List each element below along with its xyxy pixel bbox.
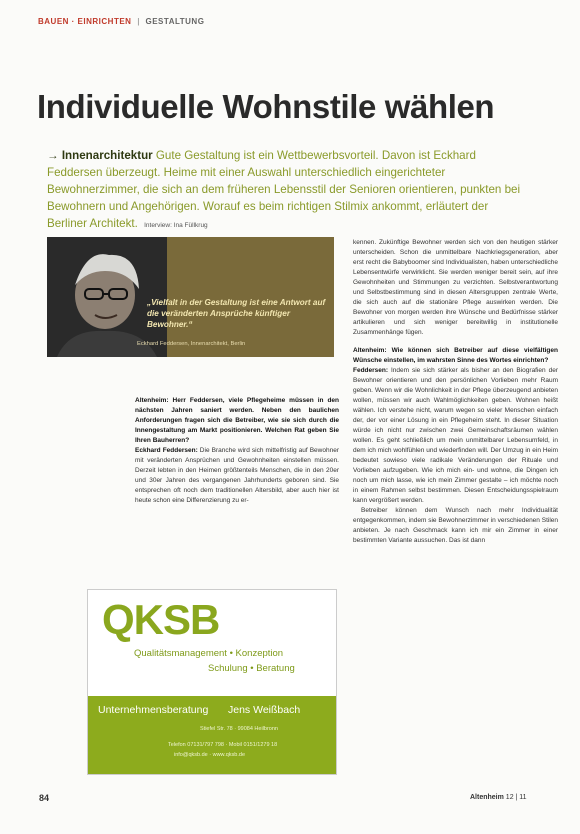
arrow-icon: →: [47, 149, 59, 162]
interview-question-2: Altenheim: Wie können sich Betreiber auf diese vielfältigen Wünsche einstellen, im wahrsten Sinne des Wortes einrichten?: [353, 347, 558, 364]
interview-answer-1: Die Branche wird sich mittelfristig auf Bewohner mit veränderten Ansprüchen und Gewohnheiten einstellen müssen. Derzeit lebten in den Heimen größtenteils Menschen, die in den 20er und 30er Jahren des vergangenen Jahrhunderts geboren sind. Sie entsprechen oft noch dem traditionellen Altersbild, aber auch hier ist heute schon eine Differenzierung zu er-: [135, 447, 339, 504]
lead-text: Gute Gestaltung ist ein Wettbewerbsvorteil. Davon ist Eckhard Feddersen überzeugt. Heime mit einer Auswahl unterschiedlich eingerichteter Bewohnerzimmer, die sich an dem früheren Lebensstil der Senioren orientieren, punkten bei Bewohnern und Angehörigen. Worauf es beim richtigen Stilmix ankommt, erläutert der Berliner Architekt.: [47, 149, 521, 230]
ad-services-1: Qualitätsmanagement • Konzeption: [134, 648, 284, 659]
lead-keyword: Innenarchitektur: [61, 149, 153, 162]
footer-issue: 12 | 11: [505, 794, 527, 801]
ad-header: [88, 590, 336, 696]
quote-box: [47, 237, 334, 357]
rubric: [38, 17, 204, 26]
footer-magazine: Altenheim: [470, 794, 504, 801]
article-title: Individuelle Wohnstile wählen: [37, 88, 495, 125]
article-column-left: [135, 396, 339, 506]
answer-speaker-2: Feddersen:: [353, 367, 389, 374]
rubric-section: BAUEN · EINRICHTEN: [38, 17, 132, 26]
ad-band-name: Jens Weißbach: [228, 704, 301, 716]
ad-logo: QKSB: [102, 596, 220, 643]
interview-paragraph-3: Betreiber können dem Wunsch nach mehr Individualität entgegenkommen, indem sie Bewohnerzimmer in verschiedenen Stilen anbieten. Je nach Geschmack kann ich mir ein Zimmer in einer bestimmten Variante aussuchen. Das ist dann: [353, 507, 558, 544]
lead-author: Interview: Ina Füllkrug: [144, 222, 208, 229]
rubric-subsection: GESTALTUNG: [145, 17, 205, 26]
pull-quote: „Vielfalt in der Gestaltung ist eine Antwort auf die veränderten Ansprüche künftiger Bewohner.“: [147, 298, 326, 329]
advertisement[interactable]: [87, 589, 337, 775]
rubric-separator: |: [137, 17, 140, 26]
footer-publication: [470, 794, 527, 801]
ad-address: Stiefel Str. 78 · 99084 Heilbronn: [200, 726, 278, 732]
page-number: 84: [39, 793, 50, 803]
ad-phone: Telefon 07131/797 798 · Mobil 0151/1279 18: [168, 742, 278, 748]
interview-answer-2: Indem sie sich stärker als bisher an den Biografien der Bewohner orientieren und den persönlichen Vorlieben mehr Raum geben. Wenn wir die Wohnlichkeit in der Pflege überzeugend anbieten wollen, müssen wir auch Wahlmöglichkeiten geben. Wohnen heißt wählen. Ich verstehe nicht, warum wegen so vieler Menschen einfach der, der vor einer Lösung in ein Pflegeheim steht. In dieser Situation würde ich nicht nur zwischen zwei Gemeinschaftsräumen wählen wollen. Es geht schließlich um mein unmittelbarer Lebensumfeld, in dem ich mich wohlfühlen und wiederfinden will. Der Umzug in ein Heim bedeutet sowieso viele radikale Veränderungen der Rituale und Vorlieben aufzugeben. Wie ich mich ein- und wohne, die Dingen ich noch um mich lasse, wie ich mein Zimmer gestalte – ich möchte noch in einem Rahmen selbst bestimmen. Diesen Entscheidungsspielraum kann vergrößert werden.: [353, 367, 558, 504]
interview-paragraph: kennen. Zukünftige Bewohner werden sich von den heutigen stärker unterscheiden. Schon die unmittelbare Nachkriegsgeneration, aber erst recht die Babyboomer sind Individualisten, haben unterschiedliche Lebensentwürfe verwirklicht. Sie werden weniger bereit sein, auf ihre Gewohnheiten und Stimmungen zu verzichten. Selbstverantwortung und Selbstbestimmung sind in diesen Altersgruppen zentrale Werte, die sich auch auf die stationäre Pflege auswirken werden. Die Bewohner von morgen werden ihre Wünsche und Bedürfnisse stärker artikulieren und sich weniger bereitwillig in institutionelle Zusammenhänge fügen.: [353, 239, 558, 336]
answer-speaker: Eckhard Feddersen:: [135, 447, 198, 454]
ad-services-2: Schulung • Beratung: [208, 663, 295, 674]
interview-question-1: Altenheim: Herr Feddersen, viele Pflegeheime müssen in den nächsten Jahren saniert werden. Neben den baulichen Anforderungen fragen sich die Betreiber, wie sie sich durch die Innengestaltung am Markt positionieren. Welchen Rat geben Sie Ihren Bauherren?: [135, 397, 339, 444]
ad-band-title: Unternehmensberatung: [98, 704, 209, 716]
article-lead: [47, 147, 525, 234]
ad-band: [88, 696, 336, 774]
article-column-right: [353, 238, 558, 546]
quote-caption: Eckhard Feddersen, Innenarchitekt, Berlin: [137, 341, 246, 347]
ad-web[interactable]: info@qksb.de · www.qksb.de: [174, 752, 246, 758]
